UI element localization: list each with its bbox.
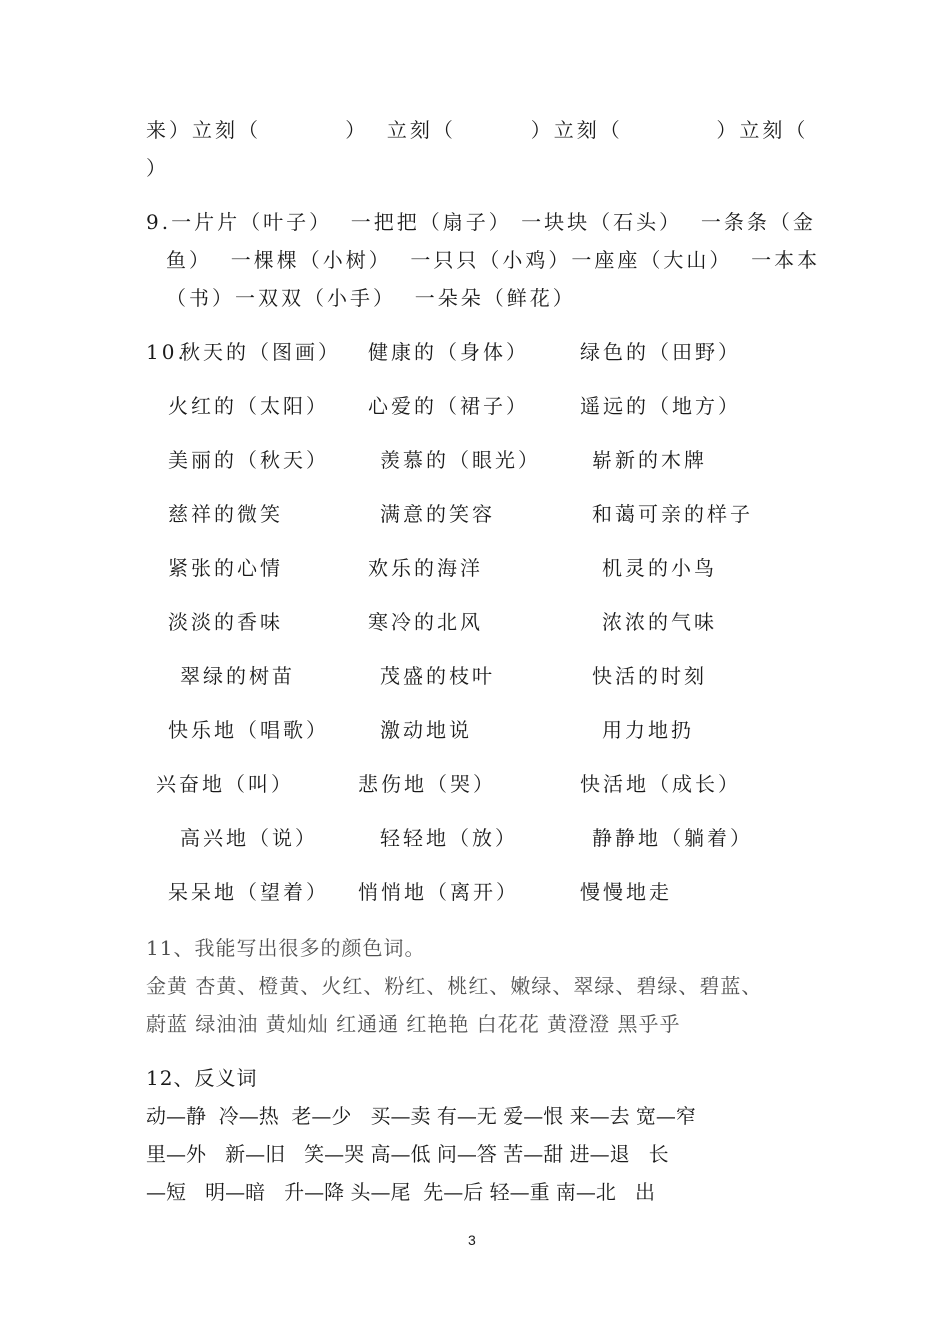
phrase: 紧张的心情 <box>168 556 283 580</box>
phrase: 翠绿的树苗 <box>180 664 295 688</box>
phrase: 快活地（成长） <box>580 772 741 796</box>
antonym-line: —短 明—暗 升—降 头—尾 先—后 轻—重 南—北 出 <box>146 1180 656 1204</box>
text-line: ） <box>146 156 169 180</box>
phrase: 用力地扔 <box>602 718 694 742</box>
phrase: 绿色的（田野） <box>580 340 741 364</box>
phrase: 快乐地（唱歌） <box>168 718 329 742</box>
phrase: 美丽的（秋天） <box>168 448 329 472</box>
question-9-line: 9.一片片（叶子） 一把把（扇子） 一块块（石头） 一条条（金 <box>146 210 816 234</box>
phrase: 悲伤地（哭） <box>358 772 496 796</box>
question-9-line: （书）一双双（小手） 一朵朵（鲜花） <box>166 286 576 310</box>
phrase: 崭新的木牌 <box>592 448 707 472</box>
phrase: 慢慢地走 <box>580 880 672 904</box>
color-words-line: 金黄 杏黄、橙黄、火红、粉红、桃红、嫩绿、翠绿、碧绿、碧蓝、 <box>146 974 763 998</box>
color-words-line: 蔚蓝 绿油油 黄灿灿 红通通 红艳艳 白花花 黄澄澄 黑乎乎 <box>146 1012 681 1036</box>
phrase: 慈祥的微笑 <box>168 502 283 526</box>
text-line: 来）立刻（ ） 立刻（ ）立刻（ ）立刻（ <box>146 118 809 142</box>
phrase: 兴奋地（叫） <box>156 772 294 796</box>
page-number: 3 <box>468 1232 476 1248</box>
phrase: 健康的（身体） <box>368 340 529 364</box>
phrase: 寒冷的北风 <box>368 610 483 634</box>
question-11-title: 11、我能写出很多的颜色词。 <box>146 936 426 960</box>
phrase: 遥远的（地方） <box>580 394 741 418</box>
phrase: 高兴地（说） <box>180 826 318 850</box>
phrase: 和蔼可亲的样子 <box>592 502 753 526</box>
phrase: 悄悄地（离开） <box>358 880 519 904</box>
phrase: 机灵的小鸟 <box>602 556 717 580</box>
question-12-title: 12、反义词 <box>146 1066 258 1090</box>
question-9-line: 鱼） 一棵棵（小树） 一只只（小鸡）一座座（大山） 一本本 <box>166 248 821 272</box>
phrase: 呆呆地（望着） <box>168 880 329 904</box>
phrase: 满意的笑容 <box>380 502 495 526</box>
phrase: 激动地说 <box>380 718 472 742</box>
phrase: 茂盛的枝叶 <box>380 664 495 688</box>
phrase: 火红的（太阳） <box>168 394 329 418</box>
phrase: 秋天的（图画） <box>180 340 341 364</box>
antonym-line: 动—静 冷—热 老—少 买—卖 有—无 爱—恨 来—去 宽—窄 <box>146 1104 696 1128</box>
phrase: 欢乐的海洋 <box>368 556 483 580</box>
phrase: 浓浓的气味 <box>602 610 717 634</box>
phrase: 静静地（躺着） <box>592 826 753 850</box>
phrase: 快活的时刻 <box>592 664 707 688</box>
question-10-number: 10. <box>146 340 187 364</box>
phrase: 淡淡的香味 <box>168 610 283 634</box>
phrase: 心爱的（裙子） <box>368 394 529 418</box>
antonym-line: 里—外 新—旧 笑—哭 高—低 问—答 苦—甜 进—退 长 <box>146 1142 669 1166</box>
phrase: 羡慕的（眼光） <box>380 448 541 472</box>
phrase: 轻轻地（放） <box>380 826 518 850</box>
